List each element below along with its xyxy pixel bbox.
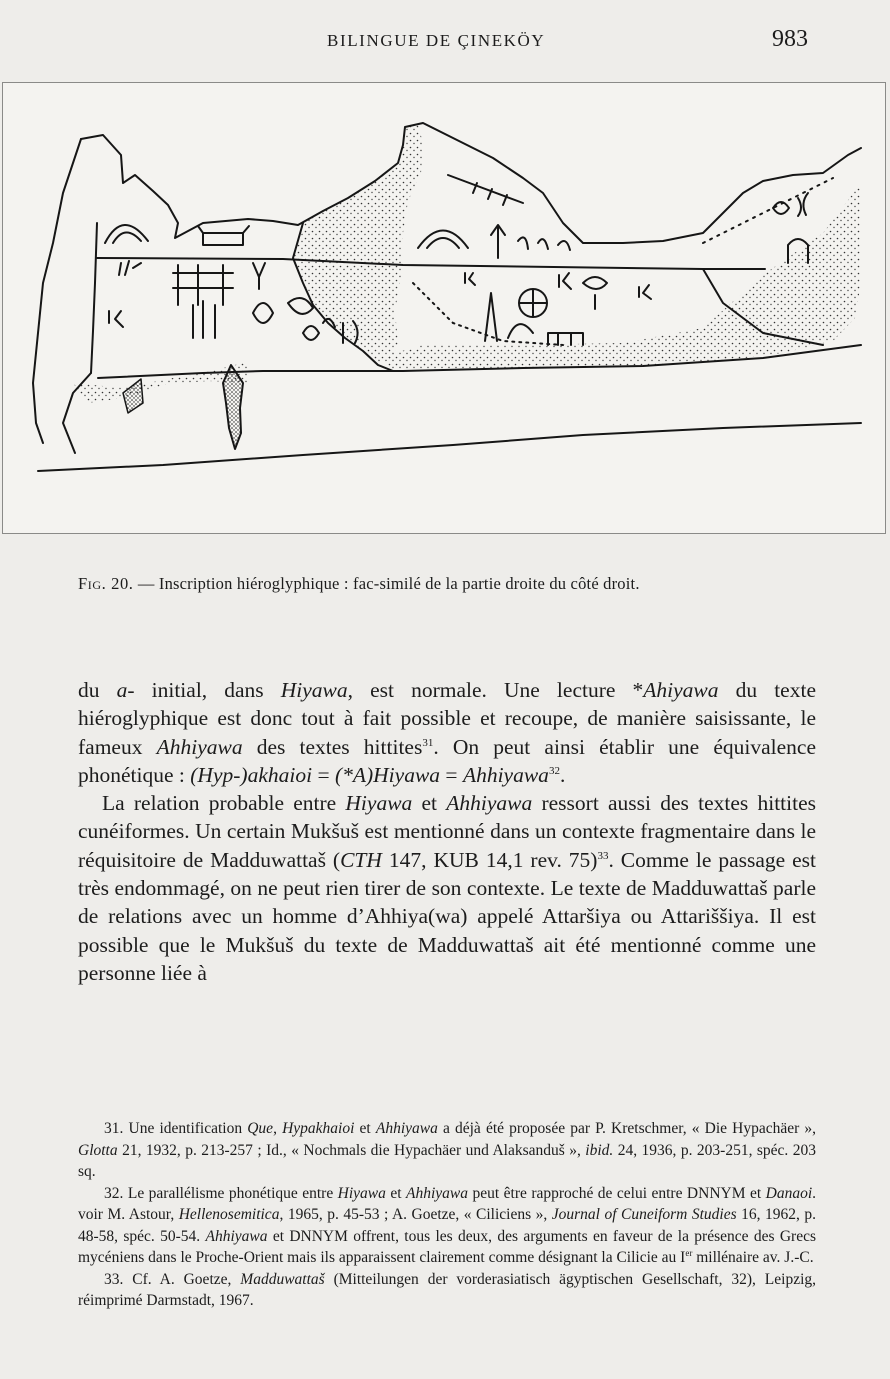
footnotes xyxy=(78,1118,816,1312)
text-run: La relation probable entre xyxy=(102,791,346,816)
sign-k-4 xyxy=(559,273,571,289)
sign-grid xyxy=(173,265,233,305)
inner-left-edge xyxy=(91,223,97,373)
text-run: initial, dans xyxy=(134,678,281,702)
text-run-italic: Hiyawa xyxy=(345,791,413,816)
text-run: des textes hittites xyxy=(242,734,423,759)
text-run-italic: Hiyawa xyxy=(337,1184,386,1202)
sign-k-3 xyxy=(465,273,475,285)
text-run: , xyxy=(273,1120,283,1137)
text-run: . voir M. Astour, xyxy=(78,1184,816,1223)
text-run-italic: (*A)Hiyawa xyxy=(334,762,441,787)
text-run-italic: Ahhiyawa xyxy=(446,791,533,816)
text-run: . xyxy=(559,762,566,787)
text-run-italic: Ahiyawa xyxy=(643,678,719,702)
text-run: 31. Une identification xyxy=(104,1120,248,1137)
text-run: 32. Le parallélisme phonétique entre xyxy=(104,1184,338,1202)
text-run-italic: Glotta xyxy=(78,1141,118,1159)
page-number: 983 xyxy=(772,26,808,52)
text-run: et xyxy=(385,1184,407,1202)
text-run: . On peut ainsi établir une équivalence phonétique : xyxy=(78,734,817,787)
text-run-italic: a- xyxy=(116,678,135,702)
text-run-italic: CTH xyxy=(340,847,382,872)
eroded-zone-left xyxy=(73,361,248,403)
text-run-italic: Ahhiyawa xyxy=(406,1184,469,1202)
sign-circle-cross xyxy=(519,289,547,317)
sign-slash xyxy=(448,175,523,205)
caption-dash: — xyxy=(137,574,155,593)
text-run-italic: Ahhiyawa xyxy=(462,762,549,787)
sign-bracket xyxy=(203,233,243,245)
sign-arch-2 xyxy=(418,231,468,249)
footnote-ref-32[interactable]: 32 xyxy=(548,764,560,777)
text-run-italic: Madduwattaš xyxy=(240,1270,325,1288)
text-run-italic: Hiyawa xyxy=(280,678,348,702)
text-run: ressort aussi des textes hittites cunéiformes. Un certain Mukšuš est mentionné dans un contexte fragmentaire dans le réquisitoire de Madduwattaš ( xyxy=(78,791,816,872)
text-run-italic: Ahhiyawa xyxy=(156,734,243,759)
text-run: (Mitteilungen der vorderasiatisch ägyptischen Gesellschaft, 32), Leipzig, réimprimé Darmstadt, 1967. xyxy=(78,1270,817,1309)
sign-arch-1-inner xyxy=(113,232,141,243)
text-run: du texte hiéroglyphique est donc tout à fait possible et recoupe, de manière saisissante, le fameux xyxy=(78,678,816,759)
text-run: et DNNYM offrent, tous les deux, des arguments en faveur de la présence des Grecs mycéniens dans le Proche-Orient mais ils apparaissent clairement comme désignant la Cilicie au I xyxy=(78,1227,816,1266)
text-run: . Comme le passage est très endommagé, on ne peut rien tirer de son contexte. Le texte de Madduwattaš parle de relations avec un homme d’Ahhiya(wa) appelé Attaršiya ou Attariššiya. Il est possible que le Mukšuš du texte de Madduwattaš ait été mentionné comme une personne liée à xyxy=(78,847,817,985)
sign-k-5 xyxy=(639,285,651,299)
text-run: et xyxy=(412,791,447,816)
footnote-32 xyxy=(78,1183,816,1269)
dark-chip xyxy=(123,379,143,413)
text-run: du xyxy=(78,678,117,702)
figure-label: Fig. 20. xyxy=(78,574,134,593)
caption-text: Inscription hiéroglyphique : fac-similé de la partie droite du côté droit. xyxy=(158,574,640,593)
text-run: = xyxy=(440,762,463,787)
baseline-lower xyxy=(38,423,861,471)
body-text xyxy=(78,676,816,987)
sign-k-2 xyxy=(109,311,123,327)
facsimile-drawing xyxy=(3,83,887,535)
diagonal-dotted-right xyxy=(703,178,833,243)
text-run: peut être rapproché de celui entre DNNYM et xyxy=(468,1184,766,1202)
text-run: = xyxy=(312,762,335,787)
footnote-ref-33[interactable]: 33 xyxy=(597,849,609,862)
text-run-italic: Danaoi xyxy=(765,1184,813,1202)
eroded-zone-right xyxy=(388,183,861,371)
text-run: 147, KUB 14,1 rev. 75) xyxy=(381,847,598,872)
text-run: 21, 1932, p. 213-257 ; Id., « Nochmals die Hypachäer und Alaksanduš », xyxy=(117,1141,586,1159)
text-run-italic: Que xyxy=(247,1120,274,1137)
sign-hooks xyxy=(518,237,570,250)
figure-caption xyxy=(78,574,838,594)
footnote-33 xyxy=(78,1269,816,1312)
sign-flower xyxy=(253,263,265,289)
figure-hieroglyphic-facsimile xyxy=(2,82,886,534)
text-run-italic: Journal of Cuneiform Studies xyxy=(551,1206,737,1223)
text-run-italic: (Hyp-)akhaioi xyxy=(190,762,313,787)
paragraph-1 xyxy=(78,676,816,789)
text-run: 24, 1936, p. 203-251, spéc. 203 sq. xyxy=(78,1141,816,1180)
text-run-italic: Hypakhaioi xyxy=(282,1120,355,1137)
text-run: , 1965, p. 45-53 ; A. Goetze, « Ciliciens », xyxy=(279,1206,552,1223)
text-run-italic: ibid. xyxy=(585,1141,614,1159)
sign-snake xyxy=(583,277,607,309)
ordinal-superscript: er xyxy=(685,1247,693,1258)
sign-arrow xyxy=(491,225,505,258)
sign-k-1 xyxy=(119,261,141,275)
text-run: 16, 1962, p. 48-58, spéc. 50-54. xyxy=(78,1206,816,1245)
text-run: et xyxy=(354,1120,376,1137)
dark-fissure xyxy=(223,365,243,449)
text-run-italic: Ahhiyawa xyxy=(205,1227,268,1245)
sign-bars xyxy=(193,301,215,338)
sign-right-top xyxy=(773,193,808,216)
running-head xyxy=(0,28,890,58)
stone-outline-left xyxy=(33,139,81,443)
text-run-italic: Ahhiyawa xyxy=(375,1120,438,1137)
footnote-ref-31[interactable]: 31 xyxy=(422,736,434,749)
text-run-italic: Hellenosemitica xyxy=(178,1206,280,1223)
sign-pillar xyxy=(485,293,497,341)
text-run: 33. Cf. A. Goetze, xyxy=(104,1270,241,1288)
paragraph-2 xyxy=(78,789,816,987)
text-run: , est normale. Une lecture * xyxy=(347,678,644,702)
sign-bracket-ticks xyxy=(198,226,249,233)
footnote-31 xyxy=(78,1118,816,1183)
text-run: a déjà été proposée par P. Kretschmer, « Die Hypachäer », xyxy=(437,1120,817,1137)
text-run: millénaire av. J.-C. xyxy=(692,1249,814,1266)
sign-arch-2-inner xyxy=(427,238,459,248)
running-title: BILINGUE DE ÇINEKÖY xyxy=(327,31,546,50)
